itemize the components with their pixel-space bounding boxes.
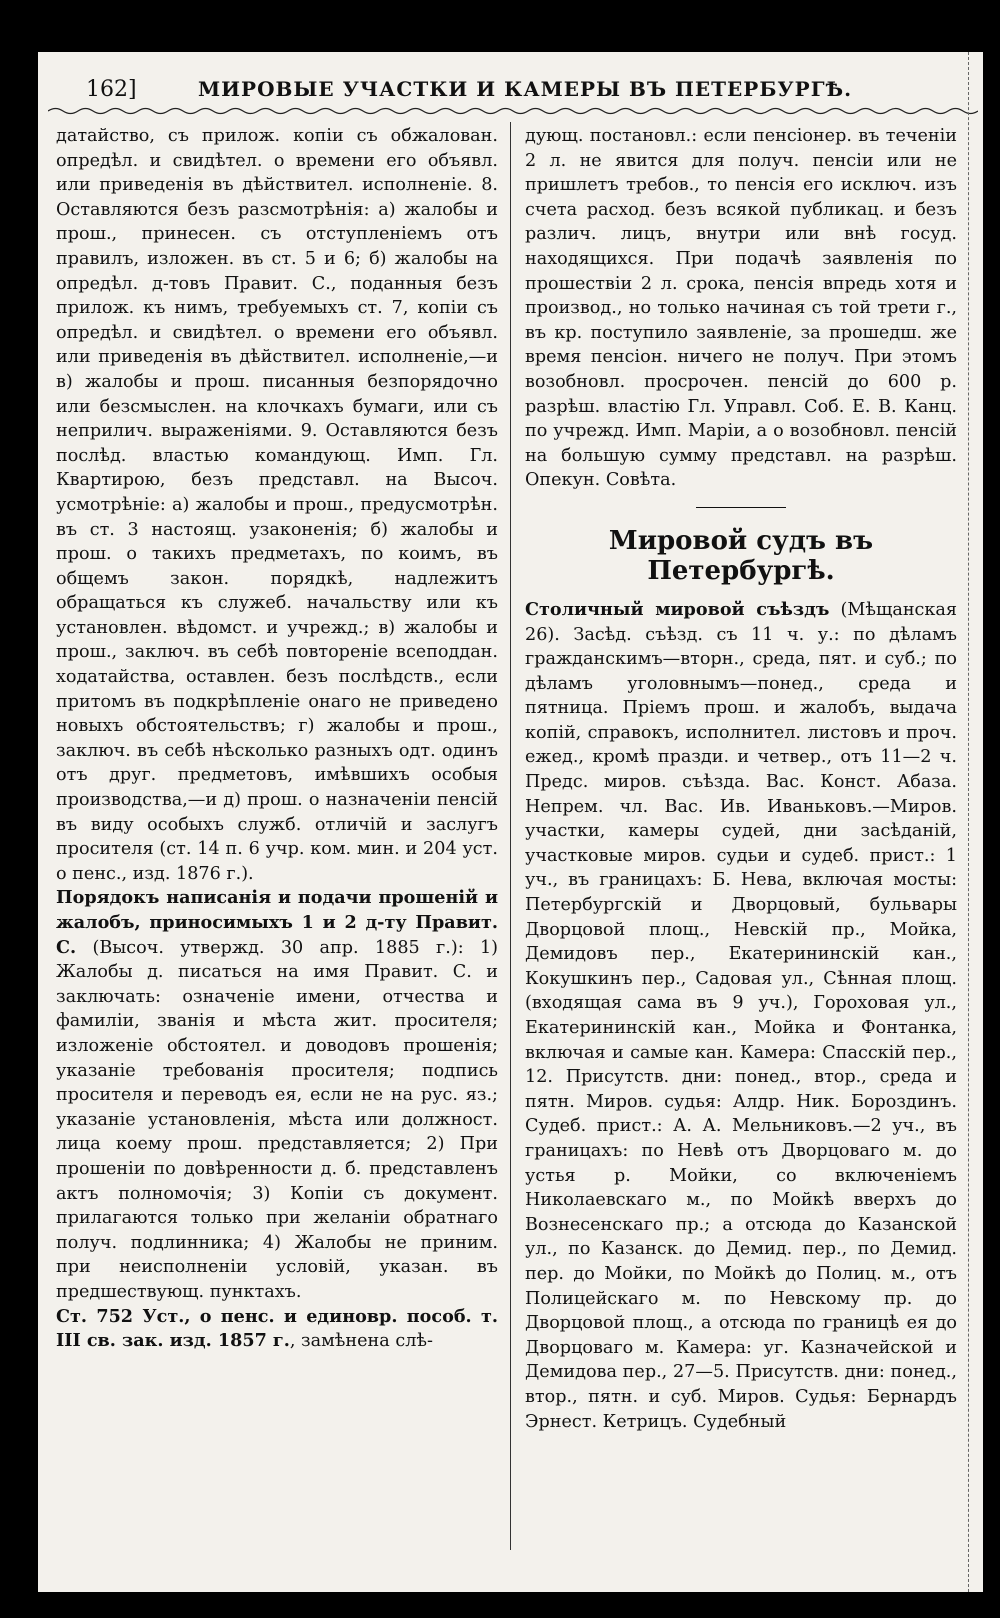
section-separator [696, 507, 786, 508]
right-paragraph-2-heading: Столичный мировой съѣздъ [525, 598, 830, 620]
page-edge-line [968, 52, 969, 1592]
right-paragraph-2 [525, 598, 957, 1434]
section-heading: Мировой судъ въ Петербургѣ. [608, 525, 874, 586]
right-column [525, 124, 957, 1434]
left-paragraph-3-heading: Ст. 752 Уст., о пенс. и единовр. пособ. т. III св. зак. изд. 1857 г. [56, 1305, 498, 1352]
column-divider [510, 122, 511, 1550]
left-column [56, 124, 498, 1354]
running-title: МИРОВЫЕ УЧАСТКИ И КАМЕРЫ ВЪ ПЕТЕРБУРГѢ. [198, 77, 853, 101]
right-paragraph-1: дующ. постановл.: если пенсіонер. въ теченіи 2 л. не явится для получ. пенсіи или не пришлетъ требов., то пенсія его исключ. изъ счета расход. безъ всякой публикац. и безъ различ. лицъ, внутри или внѣ госуд. находящихся. При подачѣ заявленія по прошествіи 2 л. срока, пенсія впредь хотя и производ., но только начиная съ той трети г., въ кр. поступило заявленіе, за прошедш. же время пенсіон. ничего не получ. При этомъ возобновл. просрочен. пенсій до 600 р. разрѣш. властію Гл. Управл. Соб. Е. В. Канц. по учрежд. Имп. Маріи, а о возобновл. пенсій на большую сумму представл. на разрѣш. Опекун. Совѣта. [525, 126, 957, 491]
left-paragraph-2 [56, 886, 498, 1304]
left-paragraph-1: датайство, съ прилож. копіи съ обжалован. опредѣл. и свидѣтел. о времени его объявл. или приведенія въ дѣйствител. исполненіе. 8. Оставляются безъ разсмотрѣнія: а) жалобы и прош., принесен. съ отступленіемъ отъ правилъ, изложен. въ ст. 5 и 6; б) жалобы на опредѣл. д-товъ Правит. С., поданныя безъ прилож. къ нимъ, требуемыхъ ст. 7, копіи съ опредѣл. и свидѣтел. о времени его объявл. или приведенія въ дѣйствител. исполненіе,—и в) жалобы и прош. писанныя безпорядочно или безсмыслен. на клочкахъ бумаги, или съ неприлич. выраженіями. 9. Оставляются безъ послѣд. властью командующ. Имп. Гл. Квартирою, безъ представл. на Высоч. усмотрѣніе: а) жалобы и прош., предусмотрѣн. въ ст. 3 настоящ. узаконенія; б) жалобы и прош. о такихъ предметахъ, по коимъ, въ общемъ закон. порядкѣ, надлежитъ обращаться къ служеб. начальству или къ установлен. вѣдомст. и учрежд.; в) жалобы и прош., заключ. въ себѣ повтореніе всеподдан. ходатайства, оставлен. безъ послѣдств., если притомъ въ подкрѣпленіе онаго не приведено новыхъ обстоятельствъ; г) жалобы и прош., заключ. въ себѣ нѣсколько разныхъ одт. одинъ отъ друг. предметовъ, имѣвшихъ особыя производства,—и д) прош. о назначеніи пенсій въ виду особыхъ служб. отличій и заслугъ просителя (ст. 14 п. 6 учр. ком. мин. и 204 уст. о пенс., изд. 1876 г.). [56, 126, 498, 884]
page-number: 162] [86, 77, 137, 102]
decorative-wavy-rule [48, 106, 978, 116]
book-page [38, 52, 983, 1592]
page-header [38, 52, 983, 114]
left-paragraph-3 [56, 1305, 498, 1354]
right-paragraph-2-text: (Мѣщанская 26). Засѣд. съѣзд. съ 11 ч. у.: по дѣламъ гражданскимъ—вторн., среда, пят. и суб.; по дѣламъ уголовнымъ—понед., среда и пятница. Пріемъ прош. и жалобъ, выдача копій, справокъ, исполнител. листовъ и проч. ежед., кромѣ празди. и четвер., отъ 11—2 ч. Предс. миров. съѣзда. Вас. Конст. Абаза. Непрем. чл. Вас. Ив. Иваньковъ.—Миров. участки, камеры судей, дни засѣданій, участковые миров. судьи и судеб. прист.: 1 уч., въ границахъ: Б. Нева, включая мосты: Петербургскій и Дворцовый, бульвары Дворцовой площ., Невскій пр., Мойка, Демидовъ пер., Екатерининскій кан., Кокушкинъ пер., Садовая ул., Сѣнная площ. (входящая сама въ 9 уч.), Гороховая ул., Екатерининскій кан., Мойка и Фонтанка, включая и самые кан. Камера: Спасскій пер., 12. Присутств. дни: понед., втор., среда и пятн. Миров. судья: Алдр. Ник. Бороздинъ. Судеб. прист.: А. А. Мельниковъ.—2 уч., въ границахъ: по Невѣ отъ Дворцоваго м. до устья р. Мойки, со включеніемъ Николаевскаго м., по Мойкѣ вверхъ до Вознесенскаго пр.; а отсюда до Казанской ул., по Казанск. до Демид. пер., по Демид. пер. до Мойки, по Мойкѣ до Полиц. м., отъ Полицейскаго м. по Невскому пр. до Дворцовой площ., а отсюда по границѣ ея до Дворцоваго м. Камера: уг. Казначейской и Демидова пер., 27—5. Присутств. дни: понед., втор., пятн. и суб. Миров. Судья: Бернардъ Эрнест. Кетрицъ. Судебный [525, 599, 957, 1432]
left-paragraph-2-heading: Порядокъ написанія и подачи прошеній и жалобъ, приносимыхъ 1 и 2 д-ту Правит. С. [56, 887, 498, 958]
left-paragraph-2-text: (Высоч. утвержд. 30 апр. 1885 г.): 1) Жалобы д. писаться на имя Правит. С. и заключать: означеніе имени, отчества и фамиліи, званія и мѣста жит. просителя; изложеніе обстоятел. и доводовъ прошенія; указаніе требованія просителя; подпись просителя и переводъ ея, если не на рус. яз.; указаніе установленія, мѣста или должност. лица коему прош. представляется; 2) При прошеніи по довѣренности д. б. представленъ актъ полномочія; 3) Копіи съ документ. прилагаются только при желаніи обратнаго получ. подлинника; 4) Жалобы не приним. при неисполненіи условій, указан. въ предшествующ. пунктахъ. [56, 937, 498, 1302]
left-paragraph-3-text: , замѣнена слѣ- [289, 1331, 433, 1352]
